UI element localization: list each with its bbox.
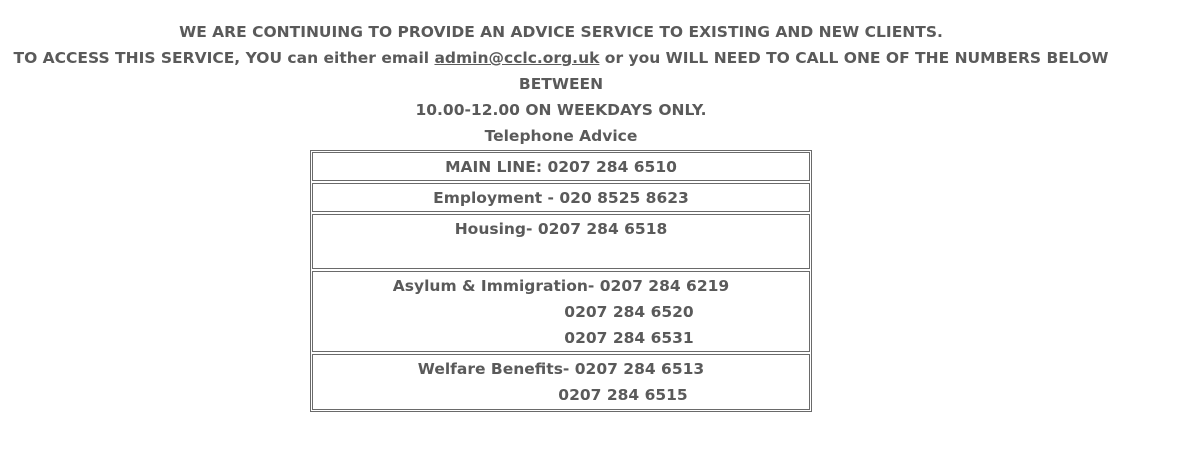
telephone-advice-table xyxy=(310,150,812,412)
housing-number: Housing- 0207 284 6518 xyxy=(454,220,668,238)
notice-line-1: WE ARE CONTINUING TO PROVIDE AN ADVICE SERVICE TO EXISTING AND NEW CLIENTS. xyxy=(179,23,943,41)
welfare-number-2: 0207 284 6515 xyxy=(558,386,688,404)
notice-line-2-end: or you WILL NEED TO CALL ONE OF THE NUMBERS BELOW BETWEEN xyxy=(518,49,1109,93)
main-line-number: MAIN LINE: 0207 284 6510 xyxy=(445,158,677,176)
employment-number: Employment - 020 8525 8623 xyxy=(433,189,689,207)
table-row-asylum-immigration xyxy=(312,271,810,352)
service-notice xyxy=(0,19,1122,123)
asylum-number-2: 0207 284 6520 xyxy=(564,303,694,321)
notice-line-2 xyxy=(0,45,1122,97)
welfare-number: Welfare Benefits- 0207 284 6513 xyxy=(417,360,705,378)
asylum-number: Asylum & Immigration- 0207 284 6219 xyxy=(392,277,730,295)
table-row-welfare-benefits xyxy=(312,354,810,410)
notice-line-3: 10.00-12.00 ON WEEKDAYS ONLY. xyxy=(415,101,707,119)
table-row-housing xyxy=(312,214,810,269)
table-row-employment xyxy=(312,183,810,212)
asylum-number-3: 0207 284 6531 xyxy=(564,329,694,347)
telephone-advice-heading: Telephone Advice xyxy=(484,127,638,145)
table-row-main-line xyxy=(312,152,810,181)
email-link[interactable]: admin@cclc.org.uk xyxy=(434,49,600,67)
notice-line-2-start: TO ACCESS THIS SERVICE, YOU can either email xyxy=(13,49,435,67)
